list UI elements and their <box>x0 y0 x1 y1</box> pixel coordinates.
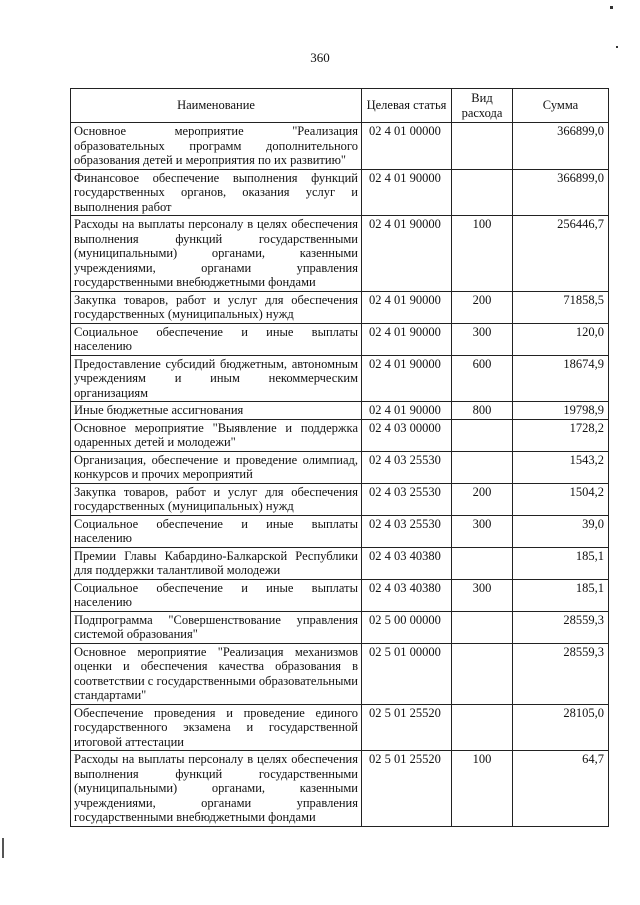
row-sum: 256446,7 <box>513 216 609 292</box>
row-code: 02 4 03 40380 <box>362 579 452 611</box>
scan-speck <box>610 6 613 9</box>
row-name: Подпрограмма "Совершенствование управления системой образования" <box>71 611 362 643</box>
table-body <box>71 123 609 827</box>
table-row <box>71 355 609 402</box>
row-code: 02 4 01 90000 <box>362 169 452 216</box>
row-code: 02 4 03 25530 <box>362 515 452 547</box>
row-name: Предоставление субсидий бюджетным, автономным учреждениям и иным некоммерческим организациям <box>71 355 362 402</box>
table-row <box>71 169 609 216</box>
row-sum: 366899,0 <box>513 169 609 216</box>
table-row <box>71 483 609 515</box>
row-sum: 28559,3 <box>513 611 609 643</box>
table-row <box>71 402 609 420</box>
header-code: Целевая статья <box>362 89 452 123</box>
header-name: Наименование <box>71 89 362 123</box>
row-name: Социальное обеспечение и иные выплаты населению <box>71 323 362 355</box>
row-name: Основное мероприятие "Реализация механизмов оценки и обеспечения качества образования в соответствии с государственными образовательными стандартами" <box>71 643 362 704</box>
row-sum: 185,1 <box>513 579 609 611</box>
row-code: 02 5 01 00000 <box>362 643 452 704</box>
table-row <box>71 419 609 451</box>
row-code: 02 5 01 25520 <box>362 704 452 751</box>
row-code: 02 4 01 90000 <box>362 216 452 292</box>
row-code: 02 4 01 90000 <box>362 291 452 323</box>
row-code: 02 4 01 90000 <box>362 355 452 402</box>
row-sum: 28559,3 <box>513 643 609 704</box>
row-name: Финансовое обеспечение выполнения функций государственных органов, оказания услуг и выполнения работ <box>71 169 362 216</box>
page-number: 360 <box>310 50 330 65</box>
row-type <box>452 643 513 704</box>
row-type <box>452 123 513 170</box>
row-code: 02 4 03 00000 <box>362 419 452 451</box>
row-sum: 71858,5 <box>513 291 609 323</box>
scan-edge-mark <box>2 838 4 858</box>
scan-speck <box>616 46 618 48</box>
row-type <box>452 704 513 751</box>
table-row <box>71 751 609 827</box>
row-code: 02 5 00 00000 <box>362 611 452 643</box>
row-name: Организация, обеспечение и проведение олимпиад, конкурсов и прочих мероприятий <box>71 451 362 483</box>
row-type: 300 <box>452 323 513 355</box>
table-row <box>71 704 609 751</box>
row-name: Расходы на выплаты персоналу в целях обеспечения выполнения функций государственными (муниципальными) органами, казенными учреждениями, органами управления государственными внебюджетными фондами <box>71 751 362 827</box>
row-name: Закупка товаров, работ и услуг для обеспечения государственных (муниципальных) нужд <box>71 483 362 515</box>
row-type: 300 <box>452 515 513 547</box>
row-name: Расходы на выплаты персоналу в целях обеспечения выполнения функций государственными (муниципальными) органами, казенными учреждениями, органами управления государственными внебюджетными фондами <box>71 216 362 292</box>
table-row <box>71 643 609 704</box>
row-code: 02 4 03 40380 <box>362 547 452 579</box>
table-row <box>71 216 609 292</box>
row-name: Обеспечение проведения и проведение единого государственного экзамена и государственной итоговой аттестации <box>71 704 362 751</box>
row-code: 02 4 03 25530 <box>362 451 452 483</box>
row-sum: 39,0 <box>513 515 609 547</box>
row-type: 100 <box>452 751 513 827</box>
row-type: 800 <box>452 402 513 420</box>
row-type <box>452 611 513 643</box>
table-header-row <box>71 89 609 123</box>
row-name: Премии Главы Кабардино-Балкарской Республики для поддержки талантливой молодежи <box>71 547 362 579</box>
row-type <box>452 419 513 451</box>
row-type: 200 <box>452 291 513 323</box>
budget-table <box>70 88 609 827</box>
row-type <box>452 547 513 579</box>
row-code: 02 4 01 00000 <box>362 123 452 170</box>
header-type: Вид расхода <box>452 89 513 123</box>
row-sum: 64,7 <box>513 751 609 827</box>
row-sum: 19798,9 <box>513 402 609 420</box>
row-name: Социальное обеспечение и иные выплаты населению <box>71 515 362 547</box>
row-type <box>452 169 513 216</box>
table-row <box>71 451 609 483</box>
row-name: Основное мероприятие "Реализация образовательных программ дополнительного образования детей и мероприятия по их развитию" <box>71 123 362 170</box>
row-sum: 28105,0 <box>513 704 609 751</box>
row-sum: 1728,2 <box>513 419 609 451</box>
row-type: 300 <box>452 579 513 611</box>
row-sum: 120,0 <box>513 323 609 355</box>
row-sum: 1504,2 <box>513 483 609 515</box>
row-type: 100 <box>452 216 513 292</box>
row-name: Иные бюджетные ассигнования <box>71 402 362 420</box>
row-code: 02 4 01 90000 <box>362 402 452 420</box>
row-name: Закупка товаров, работ и услуг для обеспечения государственных (муниципальных) нужд <box>71 291 362 323</box>
table-row <box>71 515 609 547</box>
row-code: 02 4 01 90000 <box>362 323 452 355</box>
table-row <box>71 323 609 355</box>
row-code: 02 4 03 25530 <box>362 483 452 515</box>
row-sum: 18674,9 <box>513 355 609 402</box>
row-sum: 185,1 <box>513 547 609 579</box>
row-type: 600 <box>452 355 513 402</box>
row-type <box>452 451 513 483</box>
table-row <box>71 611 609 643</box>
table-row <box>71 547 609 579</box>
row-name: Основное мероприятие "Выявление и поддержка одаренных детей и молодежи" <box>71 419 362 451</box>
table-row <box>71 291 609 323</box>
table-row <box>71 123 609 170</box>
row-sum: 366899,0 <box>513 123 609 170</box>
row-type: 200 <box>452 483 513 515</box>
header-sum: Сумма <box>513 89 609 123</box>
row-code: 02 5 01 25520 <box>362 751 452 827</box>
row-sum: 1543,2 <box>513 451 609 483</box>
row-name: Социальное обеспечение и иные выплаты населению <box>71 579 362 611</box>
table-row <box>71 579 609 611</box>
